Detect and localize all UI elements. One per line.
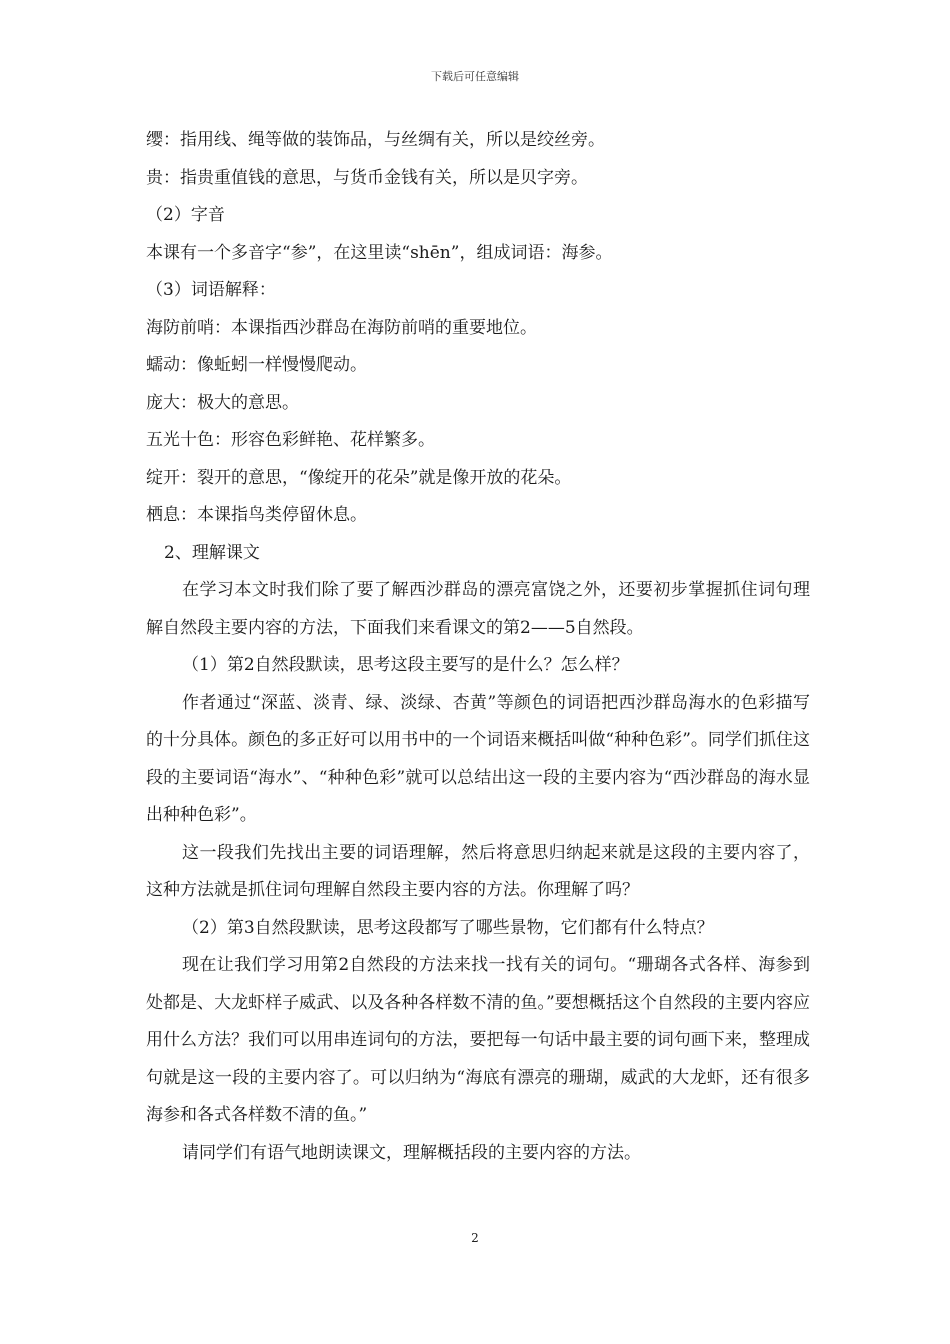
page-header: 下载后可任意编辑 xyxy=(431,70,519,83)
text-line: 缨：指用线、绳等做的装饰品，与丝绸有关，所以是绞丝旁。 xyxy=(146,130,605,150)
text-line: 绽开：裂开的意思，“像绽开的花朵”就是像开放的花朵。 xyxy=(146,467,572,488)
text-line: 五光十色：形容色彩鲜艳、花样繁多。 xyxy=(146,430,435,450)
text-line: （2）字音 xyxy=(146,205,225,225)
paragraph: （2）第3自然段默读，思考这段都写了哪些景物，它们都有什么特点？ xyxy=(182,917,714,938)
text-line: 贵：指贵重值钱的意思，与货币金钱有关，所以是贝字旁。 xyxy=(146,167,588,188)
paragraph: 这一段我们先找出主要的词语理解，然后将意思归纳起来就是这段的主要内容了，这种方法就是抓住词句理解自然段主要内容的方法。你理解了吗？ xyxy=(146,842,810,900)
section-heading: 2、理解课文 xyxy=(164,542,260,563)
text-line: 海防前哨：本课指西沙群岛在海防前哨的重要地位。 xyxy=(146,317,537,338)
text-line: 蠕动：像蚯蚓一样慢慢爬动。 xyxy=(146,355,367,375)
page-number: 2 xyxy=(471,1231,479,1245)
text-line: 本课有一个多音字“参”，在这里读“shēn”，组成词语：海参。 xyxy=(146,242,613,263)
paragraph: 作者通过“深蓝、淡青、绿、淡绿、杏黄”等颜色的词语把西沙群岛海水的色彩描写的十分具体。颜色的多正好可以用书中的一个词语来概括叫做“种种色彩”。同学们抓住这段的主要词语“海水”、“种种色彩”就可以总结出这一段的主要内容为“西沙群岛的海水显出种种色彩”。 xyxy=(146,692,810,825)
paragraph: 请同学们有语气地朗读课文，理解概括段的主要内容的方法。 xyxy=(182,1142,641,1163)
text-line: 庞大：极大的意思。 xyxy=(146,392,299,413)
paragraph: 在学习本文时我们除了要了解西沙群岛的漂亮富饶之外，还要初步掌握抓住词句理解自然段主要内容的方法，下面我们来看课文的第2——5自然段。 xyxy=(146,580,810,638)
text-line: 栖息：本课指鸟类停留休息。 xyxy=(146,505,367,525)
paragraph: （1）第2自然段默读，思考这段主要写的是什么？怎么样？ xyxy=(182,655,629,675)
text-line: （3）词语解释： xyxy=(146,280,276,300)
paragraph: 现在让我们学习用第2自然段的方法来找一找有关的词句。“珊瑚各式各样、海参到处都是、大龙虾样子威武、以及各种各样数不清的鱼。”要想概括这个自然段的主要内容应用什么方法？我们可以用串连词句的方法，要把每一句话中最主要的词句画下来，整理成句就是这一段的主要内容了。可以归纳为“海底有漂亮的珊瑚，威武的大龙虾，还有很多海参和各式各样数不清的鱼。” xyxy=(146,955,810,1125)
document-body xyxy=(146,122,810,1172)
